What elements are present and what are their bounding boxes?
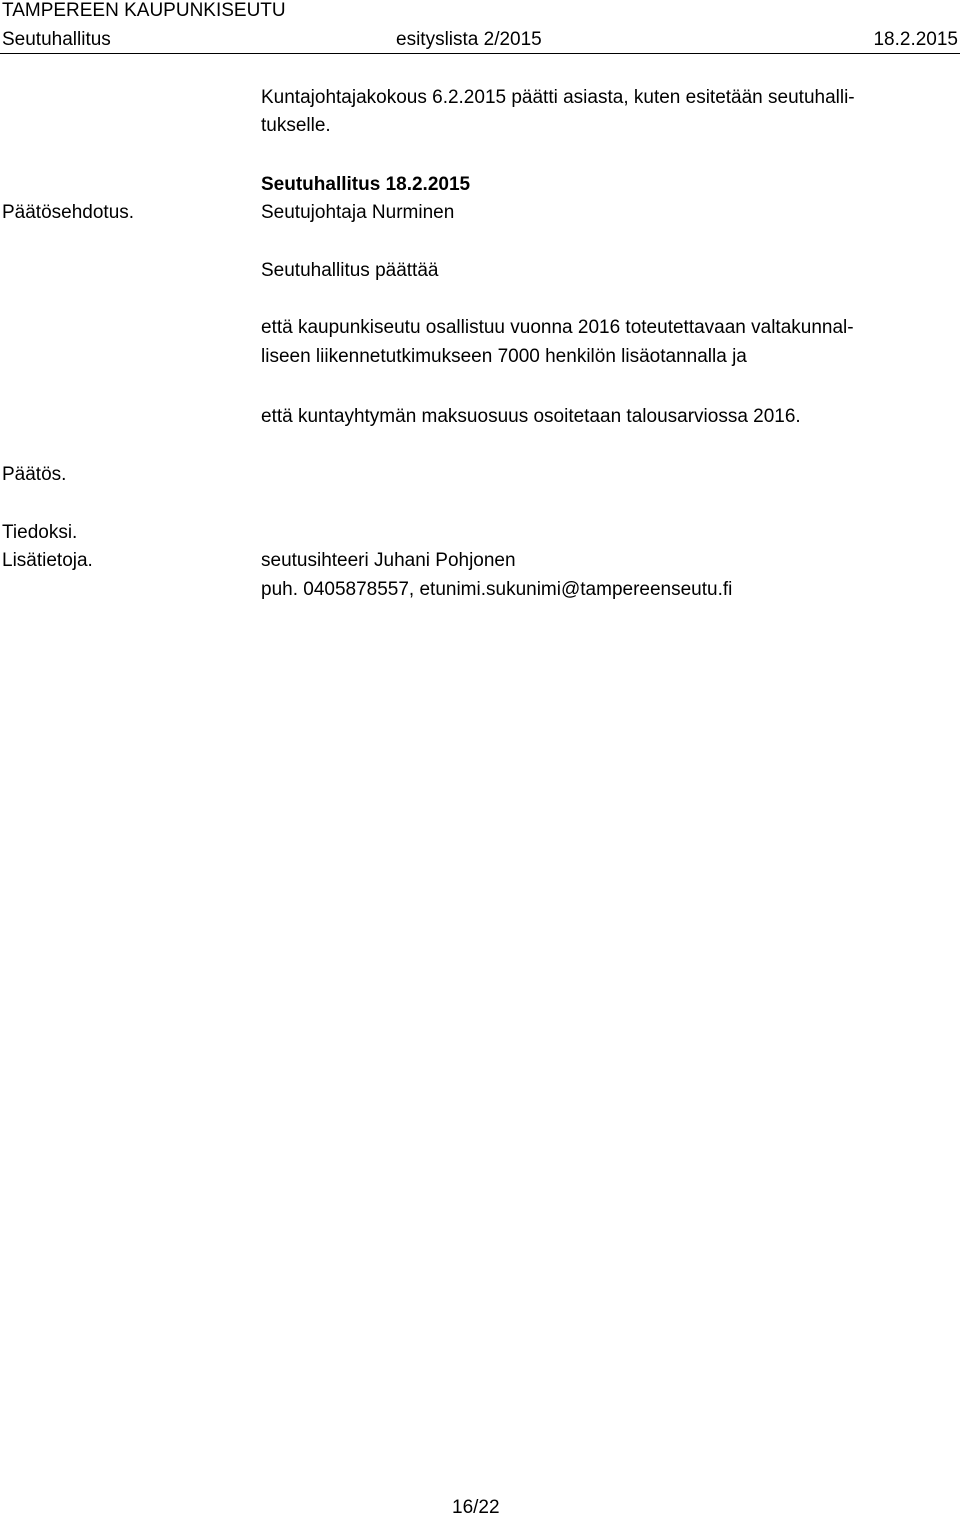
header-date: 18.2.2015 [873, 29, 958, 50]
proposal-presenter: Seutujohtaja Nurminen [261, 202, 455, 223]
contact-details: puh. 0405878557, etunimi.sukunimi@tampereenseutu.fi [261, 579, 733, 600]
decision-label: Päätös. [2, 464, 67, 485]
header-organization: TAMPEREEN KAUPUNKISEUTU [2, 0, 286, 21]
header-document: esityslista 2/2015 [396, 29, 542, 50]
header-divider [0, 53, 960, 54]
proposal-point-1-line-2: liseen liikennetutkimukseen 7000 henkilön lisäotannalla ja [261, 346, 747, 367]
proposal-meeting: Seutuhallitus 18.2.2015 [261, 174, 471, 195]
preamble-line-2: tukselle. [261, 115, 331, 136]
tiedoksi-label: Tiedoksi. [2, 522, 78, 543]
contact-name: seutusihteeri Juhani Pohjonen [261, 550, 516, 571]
preamble-line-1: Kuntajohtajakokous 6.2.2015 päätti asiasta, kuten esitetään seutuhalli- [261, 87, 855, 108]
proposal-label: Päätösehdotus. [2, 202, 135, 223]
proposal-point-1-line-1: että kaupunkiseutu osallistuu vuonna 2016 toteutettavaan valtakunnal- [261, 317, 854, 338]
proposal-intro: Seutuhallitus päättää [261, 260, 439, 281]
proposal-point-2: että kuntayhtymän maksuosuus osoitetaan talousarviossa 2016. [261, 406, 801, 427]
page-number: 16/22 [452, 1497, 500, 1518]
header-body-name: Seutuhallitus [2, 29, 111, 50]
lisatietoja-label: Lisätietoja. [2, 550, 93, 571]
